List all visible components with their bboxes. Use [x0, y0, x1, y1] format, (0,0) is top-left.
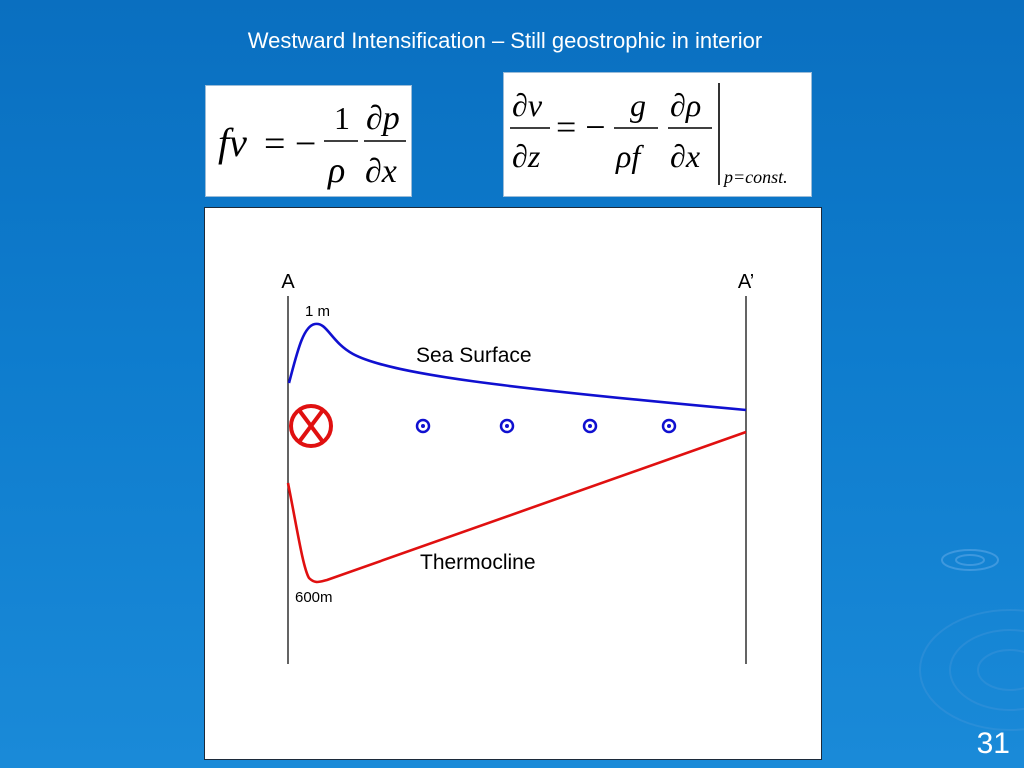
label-sea-surface: Sea Surface: [416, 344, 532, 367]
label-a-prime: A’: [737, 271, 755, 293]
eq2-equals: = −: [556, 107, 606, 147]
cross-section-diagram: [204, 207, 822, 760]
into-page-current-marker: [291, 406, 331, 446]
label-600m: 600m: [295, 589, 333, 606]
thermal-wind-equation: [504, 73, 811, 196]
out-of-page-marker: [663, 420, 675, 432]
cross-section-svg: [205, 208, 821, 759]
eq2-rho-f: ρf: [616, 138, 641, 174]
label-1m: 1 m: [305, 303, 331, 320]
out-of-page-current-markers: [417, 420, 675, 432]
eq1-lhs: fv: [218, 120, 247, 165]
label-a: A: [281, 271, 295, 293]
geostrophic-equation: [206, 86, 411, 196]
eq1-dx: ∂x: [365, 153, 397, 190]
geostrophic-equation-box: [205, 85, 412, 197]
eq1-equals: = −: [264, 123, 317, 165]
eq2-drho: ∂ρ: [670, 87, 702, 123]
eq2-subscript: p=const.: [724, 167, 788, 187]
eq1-dp: ∂p: [366, 100, 400, 137]
slide-title: Westward Intensification – Still geostrophic in interior: [247, 28, 763, 53]
thermal-wind-equation-box: [503, 72, 812, 197]
eq2-dx: ∂x: [670, 138, 701, 174]
slide-number: 31: [976, 727, 1010, 760]
eq1-rho: ρ: [328, 150, 346, 190]
out-of-page-marker: [501, 420, 513, 432]
eq2-dz: ∂z: [512, 138, 541, 174]
out-of-page-marker: [584, 420, 596, 432]
out-of-page-marker: [417, 420, 429, 432]
eq2-dv: ∂v: [512, 87, 543, 123]
eq2-g: g: [630, 87, 646, 123]
eq1-numerator-one: 1: [334, 100, 350, 136]
label-thermocline: Thermocline: [420, 551, 536, 574]
